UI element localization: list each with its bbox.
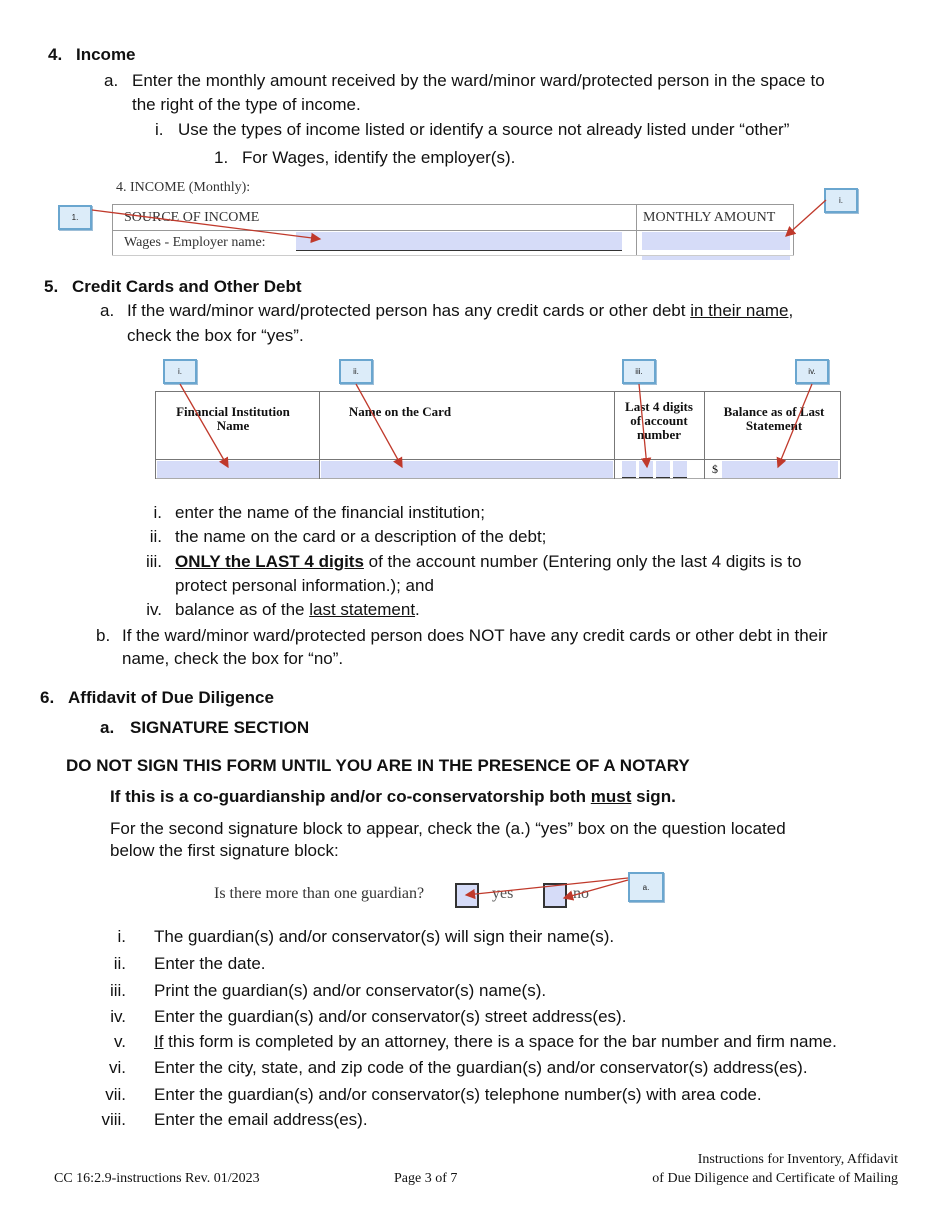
item-6-i-text: The guardian(s) and/or conservator(s) will sign their name(s). (154, 927, 615, 946)
item-6-v-text: If this form is completed by an attorney, there is a space for the bar number and firm name. (154, 1032, 837, 1051)
item-5-iv-label: iv. (146, 600, 162, 619)
item-6-vi-label: vi. (109, 1058, 126, 1077)
item-4ai1-label: 1. (214, 148, 229, 167)
section-6-title: Affidavit of Due Diligence (68, 688, 274, 707)
item-6-iv-label: iv. (110, 1007, 126, 1026)
guardian-yes-label: yes (492, 885, 514, 902)
item-5-iii-label: iii. (145, 552, 162, 571)
item-5a-text-line2: check the box for “yes”. (127, 326, 304, 345)
section-4-title: Income (76, 45, 136, 64)
item-5-iv-text: balance as of the last statement. (175, 600, 420, 619)
footer-form-id: CC 16:2.9-instructions Rev. 01/2023 (54, 1171, 260, 1186)
co-guardianship-note: If this is a co-guardianship and/or co-conservatorship both must sign. (110, 787, 676, 806)
callout-cc-iv: iv. (795, 359, 829, 384)
item-4a-text-line1: Enter the monthly amount received by the ward/minor ward/protected person in the space to (132, 71, 825, 90)
callout-cc-ii: ii. (339, 359, 373, 384)
cc-header-name: Name on the Card (348, 404, 452, 419)
cc-dollar-sign: $ (712, 462, 718, 476)
item-6-iv-text: Enter the guardian(s) and/or conservator(s) street address(es). (154, 1007, 627, 1026)
item-4ai1-text: For Wages, identify the employer(s). (242, 148, 516, 167)
item-6-vii-text: Enter the guardian(s) and/or conservator(s) telephone number(s) with area code. (154, 1085, 762, 1104)
cc-header-balance: Balance as of Last Statement (723, 404, 825, 433)
callout-income-1: 1. (58, 205, 92, 230)
item-5-iii-text: ONLY the LAST 4 digits of the account number (Entering only the last 4 digits is to (175, 552, 802, 571)
footer-title-line1: Instructions for Inventory, Affidavit (697, 1152, 898, 1167)
callout-cc-iii: iii. (622, 359, 656, 384)
income-row-wages: Wages - Employer name: (124, 235, 266, 250)
cc-name-field[interactable] (321, 461, 613, 478)
item-5a-text-line1: If the ward/minor ward/protected person has any credit cards or other debt in their name, (127, 301, 794, 320)
income-form-title: 4. INCOME (Monthly): (116, 180, 251, 195)
income-col-source: SOURCE OF INCOME (124, 210, 260, 225)
section-6-number: 6. (40, 688, 55, 707)
item-6-ii-label: ii. (113, 954, 126, 973)
cc-header-institution: Financial Institution Name (176, 404, 290, 433)
monthly-amount-field[interactable] (642, 232, 790, 250)
cc-header-last4: Last 4 digits of account number (625, 399, 693, 442)
guardian-no-checkbox[interactable] (543, 883, 567, 908)
monthly-amount-field-next (642, 256, 790, 260)
item-5b-label: b. (96, 626, 111, 645)
second-signature-note-line1: For the second signature block to appear, check the (a.) “yes” box on the question located (110, 819, 786, 838)
item-6-vii-label: vii. (105, 1085, 126, 1104)
item-5b-text-line2: name, check the box for “no”. (122, 649, 344, 668)
item-6-vi-text: Enter the city, state, and zip code of the guardian(s) and/or conservator(s) address(es). (154, 1058, 808, 1077)
footer-page-number: Page 3 of 7 (394, 1171, 458, 1186)
cc-digit-2-field[interactable] (639, 461, 653, 478)
callout-cc-i: i. (163, 359, 197, 384)
item-5-i-label: i. (153, 503, 162, 522)
item-4ai-label: i. (155, 120, 164, 139)
cc-digit-3-field[interactable] (656, 461, 670, 478)
item-4ai-text: Use the types of income listed or identify a source not already listed under “other” (178, 120, 790, 139)
item-4a-label: a. (104, 71, 119, 90)
guardian-no-label: no (573, 885, 589, 902)
guardian-yes-checkbox[interactable] (455, 883, 479, 908)
item-6a-title: SIGNATURE SECTION (130, 718, 310, 737)
item-6-iii-text: Print the guardian(s) and/or conservator(s) name(s). (154, 981, 547, 1000)
item-5-ii-label: ii. (149, 527, 162, 546)
guardian-question: Is there more than one guardian? (214, 885, 425, 902)
item-5-i-text: enter the name of the financial institution; (175, 503, 485, 522)
notary-warning: DO NOT SIGN THIS FORM UNTIL YOU ARE IN THE PRESENCE OF A NOTARY (66, 756, 690, 775)
footer-title-line2: of Due Diligence and Certificate of Mailing (652, 1171, 898, 1186)
section-5-number: 5. (44, 277, 59, 296)
item-5-ii-text: the name on the card or a description of the debt; (175, 527, 547, 546)
cc-institution-field[interactable] (157, 461, 319, 478)
item-5-iii-text-line2: protect personal information.); and (175, 576, 434, 595)
employer-name-field[interactable] (296, 232, 622, 251)
section-5-title: Credit Cards and Other Debt (72, 277, 302, 296)
item-6-viii-label: viii. (101, 1110, 126, 1129)
income-col-amount: MONTHLY AMOUNT (643, 210, 776, 225)
callout-income-i: i. (824, 188, 858, 213)
item-6a-label: a. (100, 718, 115, 737)
cc-digit-1-field[interactable] (622, 461, 636, 478)
item-4a-text-line2: the right of the type of income. (132, 95, 361, 114)
section-4-number: 4. (48, 45, 63, 64)
cc-balance-field[interactable] (722, 461, 838, 478)
cc-digit-4-field[interactable] (673, 461, 687, 478)
item-6-viii-text: Enter the email address(es). (154, 1110, 368, 1129)
item-5b-text-line1: If the ward/minor ward/protected person does NOT have any credit cards or other debt in their (122, 626, 828, 645)
item-6-ii-text: Enter the date. (154, 954, 266, 973)
callout-guardian-a: a. (628, 872, 664, 902)
second-signature-note-line2: below the first signature block: (110, 841, 339, 860)
item-5a-label: a. (100, 301, 115, 320)
item-6-iii-label: iii. (109, 981, 126, 1000)
item-6-v-label: v. (114, 1032, 126, 1051)
item-6-i-label: i. (117, 927, 126, 946)
